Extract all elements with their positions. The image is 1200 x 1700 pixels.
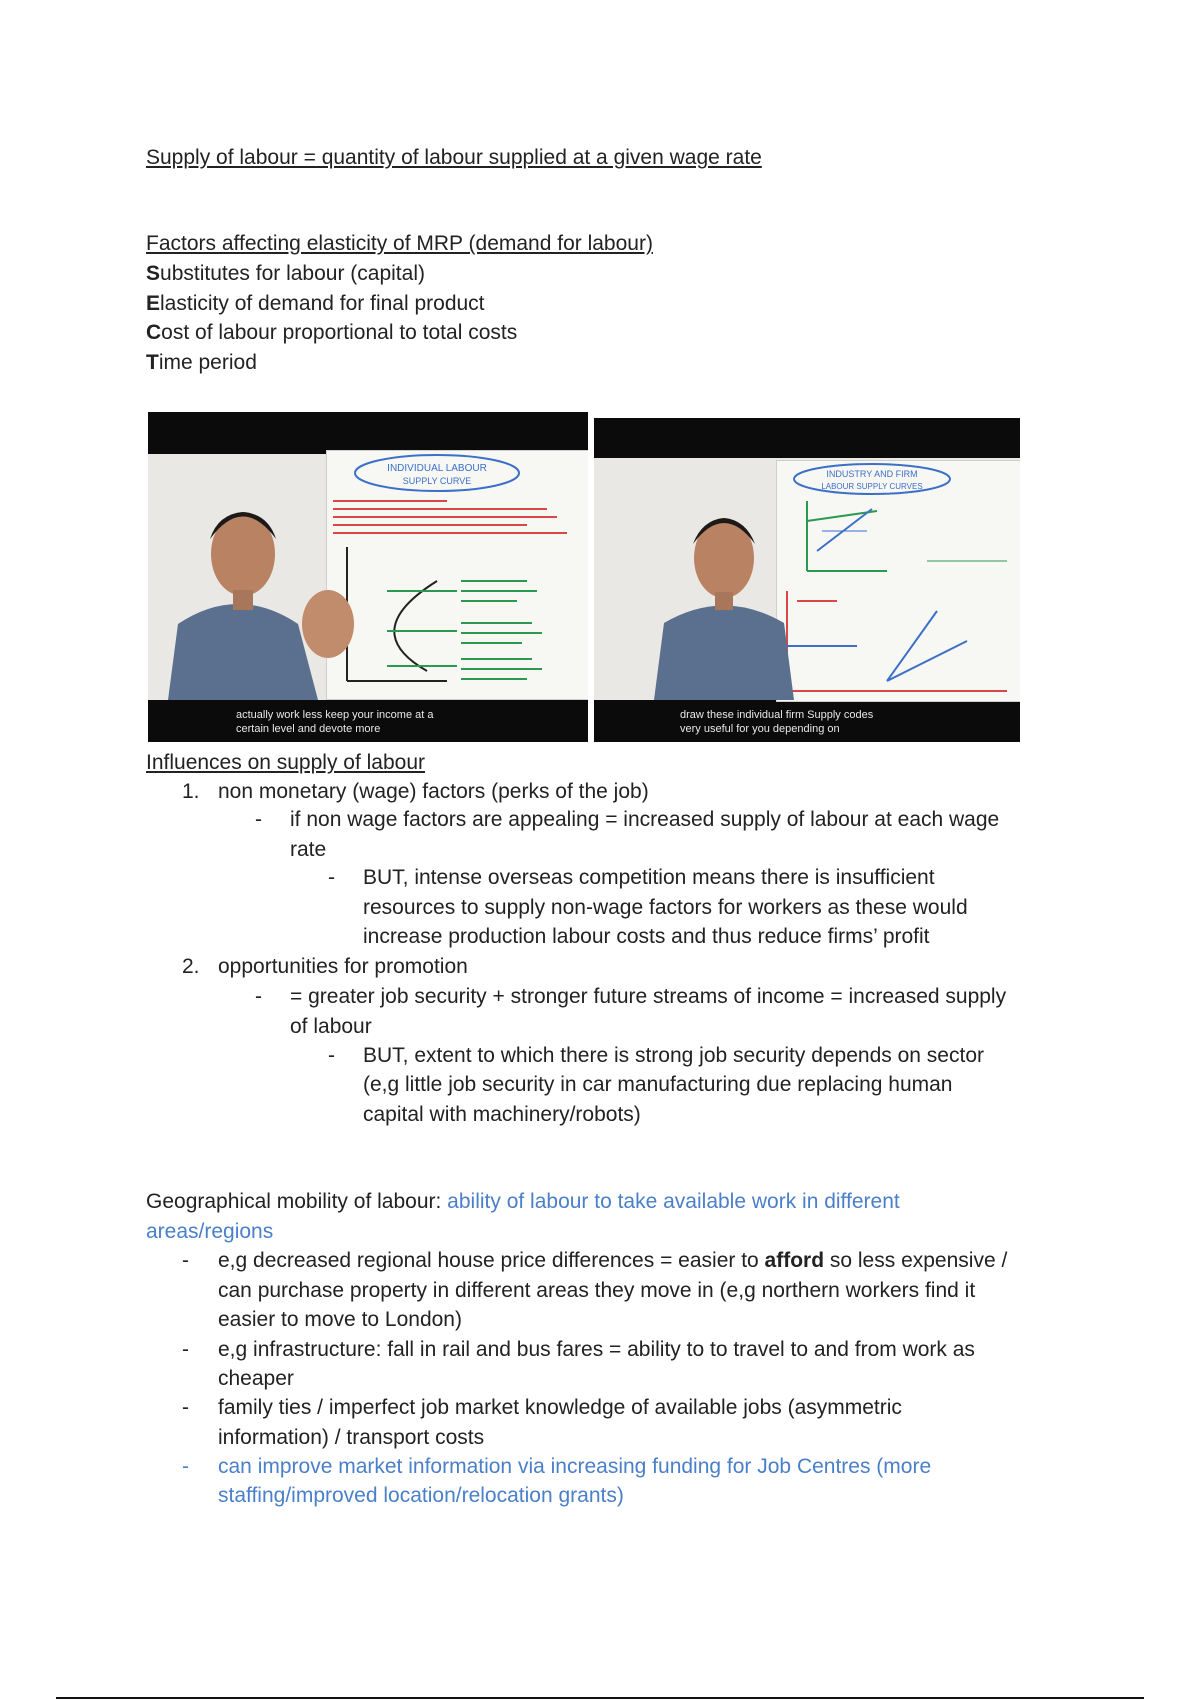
video-caption-line-2: very useful for you depending on [680,723,840,735]
sub-bullet-line: of labour [290,1015,372,1038]
bullet-dash: - [328,866,335,889]
mobility-bullet-bold: afford [764,1249,825,1272]
board-title-2: SUPPLY CURVE [402,476,472,486]
mobility-bullet-line: can improve market information via increasing funding for Job Centres (more [218,1455,932,1478]
mobility-definition [146,1188,900,1216]
mobility-bullet-line: family ties / imperfect job market knowledge of available jobs (asymmetric [218,1396,902,1419]
subsub-bullet-line: (e,g little job security in car manufacturing due replacing human [363,1073,953,1096]
mobility-bullet-line: cheaper [218,1367,294,1390]
video-caption-line-1: draw these individual firm Supply codes [680,709,874,721]
factor-item [146,260,425,288]
bullet-dash: - [328,1044,335,1067]
mobility-bullet-line: e,g infrastructure: fall in rail and bus fares = ability to to travel to and from work as [218,1338,975,1361]
board-title-1: INDIVIDUAL LABOUR [387,463,487,474]
mobility-label: Geographical mobility of labour: [146,1190,442,1213]
video-caption-line-2: certain level and devote more [236,723,381,735]
video-caption-line-1: actually work less keep your income at a [236,709,434,721]
mobility-bullet-line: can purchase property in different areas they move in (e,g northern workers find it [218,1279,976,1302]
subsub-bullet-line: increase production labour costs and thus reduce firms’ profit [363,925,930,948]
factor-initial: E [146,292,161,315]
list-item-text: opportunities for promotion [218,955,468,978]
mobility-definition-continued: areas/regions [146,1220,274,1243]
list-number: 2. [182,955,200,978]
mobility-bullet-line [218,1247,1007,1275]
subsub-bullet-line: BUT, extent to which there is strong job security depends on sector [363,1044,984,1067]
video-screenshot-1[interactable] [148,412,588,742]
bullet-dash: - [182,1338,189,1361]
board-title-2: LABOUR SUPPLY CURVES [821,482,923,491]
influences-heading: Influences on supply of labour [146,751,426,774]
page-bottom-rule [56,1697,1144,1699]
sub-bullet-line: if non wage factors are appealing = increased supply of labour at each wage [290,808,1000,831]
board-title-1: INDUSTRY AND FIRM [826,469,918,479]
mobility-bullet-text: e,g decreased regional house price differences = easier to [218,1249,765,1272]
list-number: 1. [182,780,200,803]
subsub-bullet-line: resources to supply non-wage factors for workers as these would [363,896,968,919]
bullet-dash: - [182,1455,189,1478]
factor-text: ost of labour proportional to total costs [161,321,518,344]
bullet-dash: - [182,1396,189,1419]
factor-initial: C [146,321,162,344]
list-item-text: non monetary (wage) factors (perks of the job) [218,780,649,803]
factor-initial: T [146,351,159,374]
mobility-definition-text: ability of labour to take available work in different [447,1190,900,1213]
factor-text: ime period [158,351,257,374]
definition-heading: Supply of labour = quantity of labour supplied at a given wage rate [146,146,762,169]
factor-text: ubstitutes for labour (capital) [160,262,425,285]
factor-item [146,349,257,377]
presenter-figure [594,458,1020,700]
factor-item [146,290,485,318]
sub-bullet-line: rate [290,838,327,861]
factor-text: lasticity of demand for final product [160,292,485,315]
mobility-bullet-line: staffing/improved location/relocation grants) [218,1484,624,1507]
video-screenshot-2[interactable] [594,418,1020,742]
factor-initial: S [146,262,161,285]
bullet-dash: - [255,985,262,1008]
factors-heading: Factors affecting elasticity of MRP (demand for labour) [146,232,653,255]
presenter-figure [148,454,588,700]
factor-item [146,319,517,347]
subsub-bullet-line: capital with machinery/robots) [363,1103,641,1126]
sub-bullet-line: = greater job security + stronger future streams of income = increased supply [290,985,1007,1008]
mobility-bullet-line: easier to move to London) [218,1308,462,1331]
mobility-bullet-line: information) / transport costs [218,1426,485,1449]
bullet-dash: - [255,808,262,831]
subsub-bullet-line: BUT, intense overseas competition means there is insufficient [363,866,935,889]
bullet-dash: - [182,1249,189,1272]
mobility-bullet-text: so less expensive / [824,1249,1008,1272]
